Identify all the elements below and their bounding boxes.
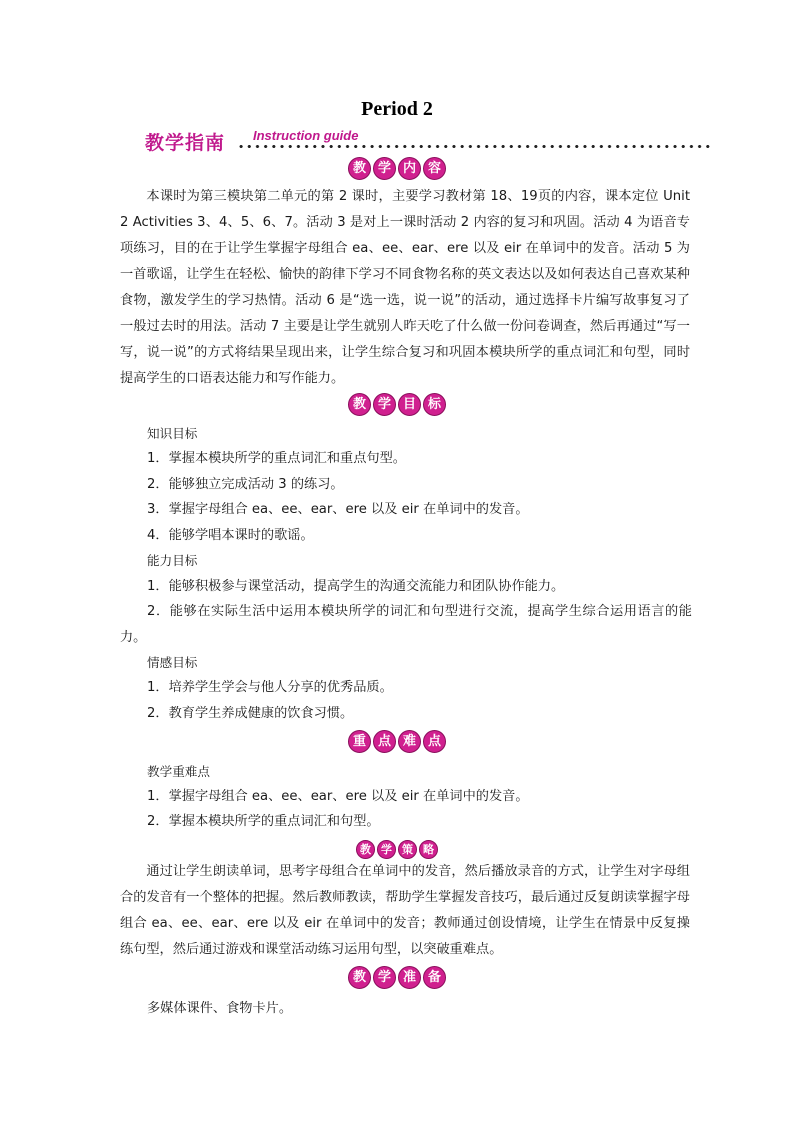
guide-title-en: Instruction guide xyxy=(253,128,359,143)
emotion-goal-item: 2．教育学生养成健康的饮食习惯。 xyxy=(147,706,354,721)
badge-char: 学 xyxy=(373,966,396,989)
prep-text: 多媒体课件、食物卡片。 xyxy=(147,1001,293,1016)
dotted-leader xyxy=(237,144,710,149)
keypoint-item: 2．掌握本模块所学的重点词汇和句型。 xyxy=(147,814,380,829)
emotion-goals-label: 情感目标 xyxy=(147,655,198,670)
knowledge-goal-item: 1．掌握本模块所学的重点词汇和重点句型。 xyxy=(147,451,406,466)
keypoint-item: 1．掌握字母组合 ea、ee、ear、ere 以及 eir 在单词中的发音。 xyxy=(147,789,529,804)
page-title: Period 2 xyxy=(361,98,433,120)
knowledge-goal-item: 4．能够学唱本课时的歌谣。 xyxy=(147,528,314,543)
knowledge-goal-item: 3．掌握字母组合 ea、ee、ear、ere 以及 eir 在单词中的发音。 xyxy=(147,502,529,517)
badge-char: 策 xyxy=(398,840,417,859)
badge-char: 容 xyxy=(423,157,446,180)
badge-char: 学 xyxy=(373,157,396,180)
badge-char: 重 xyxy=(348,730,371,753)
keypoints-label: 教学重难点 xyxy=(147,764,210,779)
badge-char: 教 xyxy=(348,157,371,180)
ability-goals-label: 能力目标 xyxy=(147,553,198,568)
badge-char: 略 xyxy=(419,840,438,859)
badge-char: 点 xyxy=(373,730,396,753)
instruction-guide-header xyxy=(145,126,710,156)
badge-char: 目 xyxy=(398,393,421,416)
section-badge-content xyxy=(0,157,794,181)
badge-char: 内 xyxy=(398,157,421,180)
guide-title-cn: 教学指南 xyxy=(145,132,226,154)
content-paragraph: 本课时为第三模块第二单元的第 2 课时，主要学习教材第 18、19页的内容，课本定位 Unit 2 Activities 3、4、5、6、7。活动 3 是对上一课时活动 2 内容的复习和巩固。活动 4 为语音专项练习，目的在于让学生掌握字母组合 ea、ee、ear、ere 以及 eir 在单词中的发音。活动 5 为一首歌谣，让学生在轻松、愉快的韵律下学习不同食物名称的英文表达以及如何表达自己喜欢某种食物，激发学生的学习热情。活动 6 是“选一选，说一说”的活动，通过选择卡片编写故事复习了一般过去时的用法。活动 7 主要是让学生就别人昨天吃了什么做一份问卷调查，然后再通过“写一写，说一说”的方式将结果呈现出来，让学生综合复习和巩固本模块所学的重点词汇和句型，同时提高学生的口语表达能力和写作能力。 xyxy=(120,189,690,386)
badge-char: 学 xyxy=(377,840,396,859)
knowledge-goal-item: 2．能够独立完成活动 3 的练习。 xyxy=(147,477,344,492)
section-badge-keypoints xyxy=(0,730,794,754)
badge-char: 难 xyxy=(398,730,421,753)
badge-char: 教 xyxy=(356,840,375,859)
badge-char: 教 xyxy=(348,393,371,416)
badge-char: 教 xyxy=(348,966,371,989)
section-badge-goals xyxy=(0,393,794,417)
badge-char: 点 xyxy=(423,730,446,753)
emotion-goal-item: 1．培养学生学会与他人分享的优秀品质。 xyxy=(147,680,393,695)
knowledge-goals-label: 知识目标 xyxy=(147,426,198,441)
badge-char: 准 xyxy=(398,966,421,989)
section-badge-prep xyxy=(0,966,794,990)
badge-char: 备 xyxy=(423,966,446,989)
ability-goal-item: 1．能够积极参与课堂活动，提高学生的沟通交流能力和团队协作能力。 xyxy=(147,579,565,594)
badge-char: 标 xyxy=(423,393,446,416)
badge-char: 学 xyxy=(373,393,396,416)
strategy-paragraph: 通过让学生朗读单词，思考字母组合在单词中的发音，然后播放录音的方式，让学生对字母组合的发音有一个整体的把握。然后教师教读，帮助学生掌握发音技巧，最后通过反复朗读掌握字母组合 ea、ee、ear、ere 以及 eir 在单词中的发音；教师通过创设情境，让学生在情景中反复操练句型，然后通过游戏和课堂活动练习运用句型，以突破重难点。 xyxy=(120,864,690,957)
ability-goal-item: 2．能够在实际生活中运用本模块所学的词汇和句型进行交流，提高学生综合运用语言的能力。 xyxy=(120,604,692,645)
